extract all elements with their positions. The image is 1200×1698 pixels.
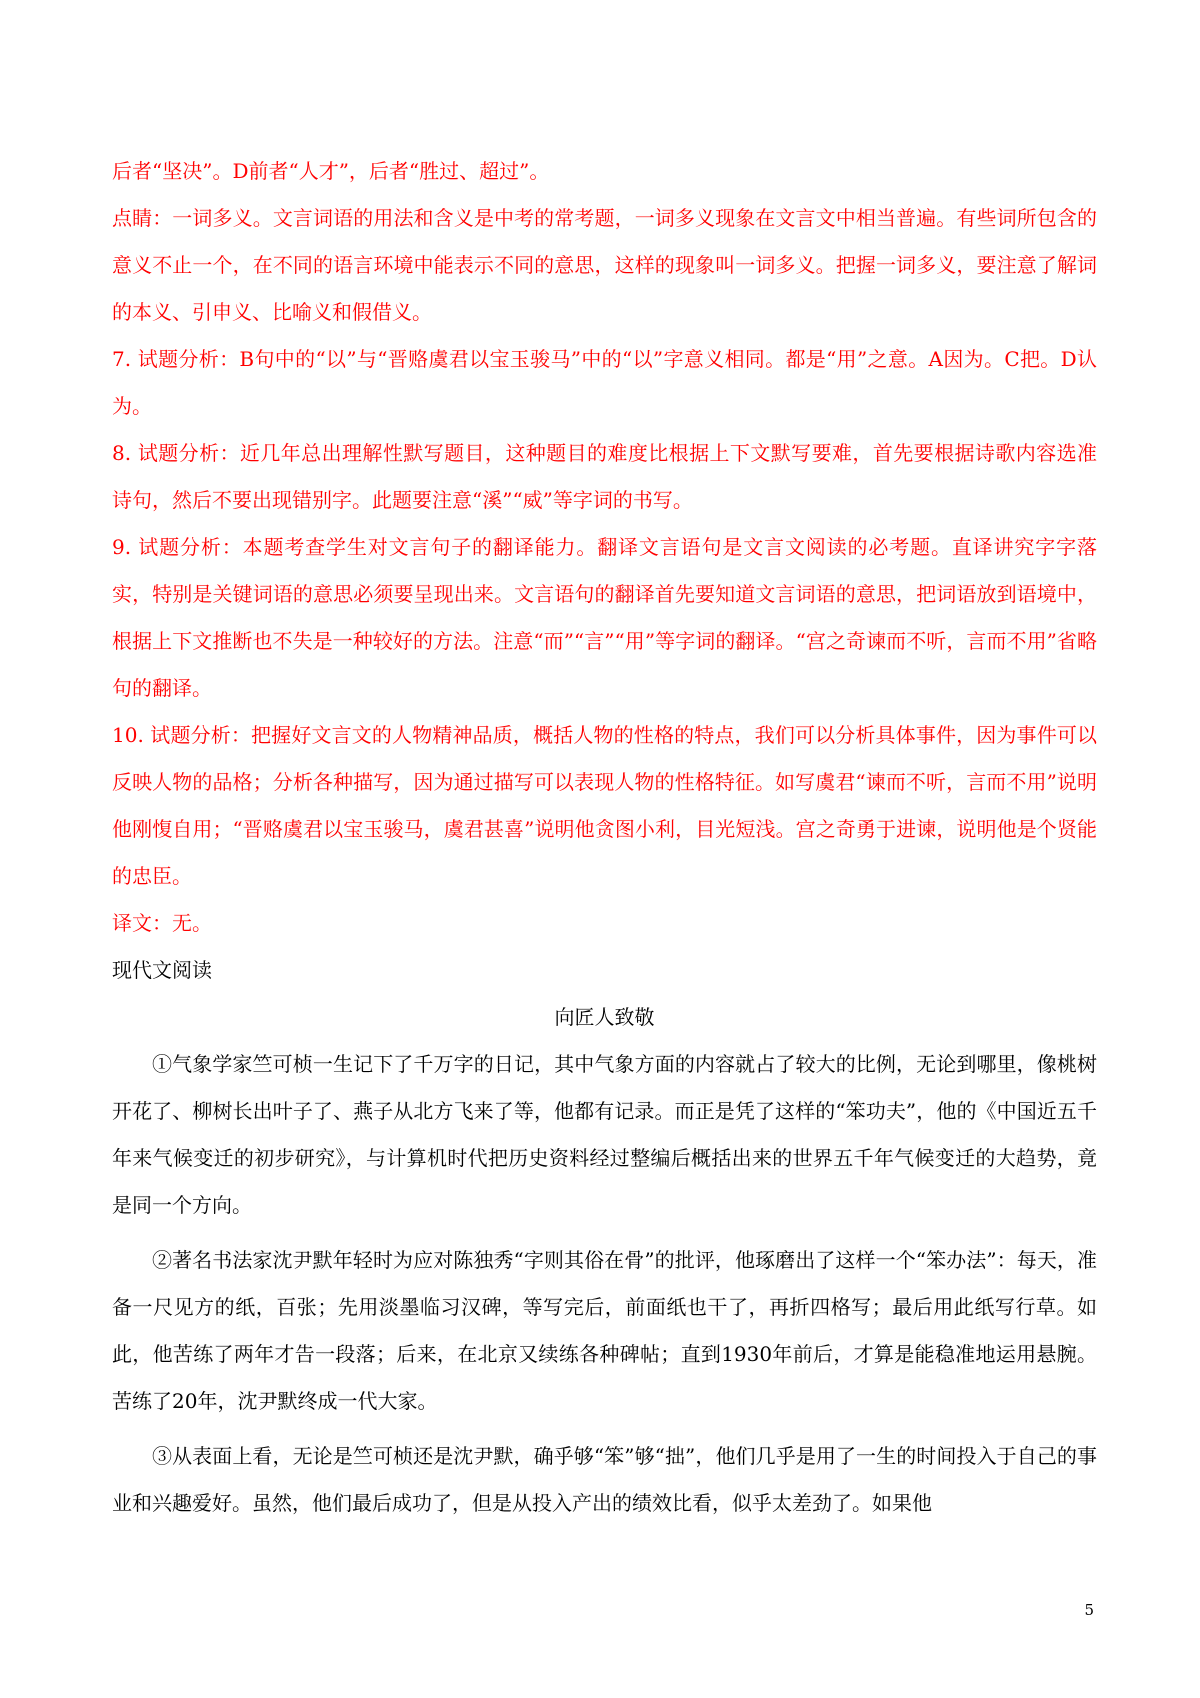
- answer-continuation: 后者“坚决”。D前者“人才”，后者“胜过、超过”。: [112, 159, 550, 183]
- answer-q8: 8. 试题分析：近几年总出理解性默写题目，这种题目的难度比根据上下文默写要难，首先要根据诗歌内容选准诗句，然后不要出现错别字。此题要注意“溪”“威”等字词的书写。: [112, 441, 1097, 512]
- page-content: [112, 148, 1097, 1527]
- answer-dianjing: 点睛：一词多义。文言词语的用法和含义是中考的常考题，一词多义现象在文言文中相当普遍。有些词所包含的意义不止一个，在不同的语言环境中能表示不同的意思，这样的现象叫一词多义。把握一词多义，要注意了解词的本义、引申义、比喻义和假借义。: [112, 206, 1097, 324]
- answer-q10: 10. 试题分析：把握好文言文的人物精神品质，概括人物的性格的特点，我们可以分析具体事件，因为事件可以反映人物的品格；分析各种描写，因为通过描写可以表现人物的性格特征。如写虞君“谏而不听，言而不用”说明他刚愎自用；“晋赂虞君以宝玉骏马，虞君甚喜”说明他贪图小利，目光短浅。宫之奇勇于进谏，说明他是个贤能的忠臣。: [112, 723, 1097, 888]
- article-title: 向匠人致敬: [554, 1005, 655, 1029]
- answer-q9: 9. 试题分析：本题考查学生对文言句子的翻译能力。翻译文言语句是文言文阅读的必考题。直译讲究字字落实，特别是关键词语的意思必须要呈现出来。文言语句的翻译首先要知道文言词语的意思，把词语放到语境中，根据上下文推断也不失是一种较好的方法。注意“而”“言”“用”等字词的翻译。“宫之奇谏而不听，言而不用”省略句的翻译。: [112, 535, 1097, 700]
- answer-q7: 7. 试题分析：B句中的“以”与“晋赂虞君以宝玉骏马”中的“以”字意义相同。都是“用”之意。A因为。C把。D认为。: [112, 347, 1097, 418]
- section-heading: 现代文阅读: [112, 958, 212, 982]
- article-paragraph-2: ②著名书法家沈尹默年轻时为应对陈独秀“字则其俗在骨”的批评，他琢磨出了这样一个“笨办法”：每天，准备一尺见方的纸，百张；先用淡墨临习汉碑，等写完后，前面纸也干了，再折四格写；最后用此纸写行草。如此，他苦练了两年才告一段落；后来，在北京又续练各种碑帖；直到1930年前后，才算是能稳准地运用悬腕。苦练了20年，沈尹默终成一代大家。: [112, 1248, 1097, 1413]
- article-paragraph-1: ①气象学家竺可桢一生记下了千万字的日记，其中气象方面的内容就占了较大的比例，无论到哪里，像桃树开花了、柳树长出叶子了、燕子从北方飞来了等，他都有记录。而正是凭了这样的“笨功夫”，他的《中国近五千年来气候变迁的初步研究》，与计算机时代把历史资料经过整编后概括出来的世界五千年气候变迁的大趋势，竟是同一个方向。: [112, 1052, 1097, 1217]
- answer-translation: 译文：无。: [112, 911, 212, 935]
- page-number: 5: [1084, 1601, 1094, 1619]
- article-paragraph-3: ③从表面上看，无论是竺可桢还是沈尹默，确乎够“笨”够“拙”，他们几乎是用了一生的时间投入于自己的事业和兴趣爱好。虽然，他们最后成功了，但是从投入产出的绩效比看，似乎太差劲了。如果他: [112, 1444, 1097, 1515]
